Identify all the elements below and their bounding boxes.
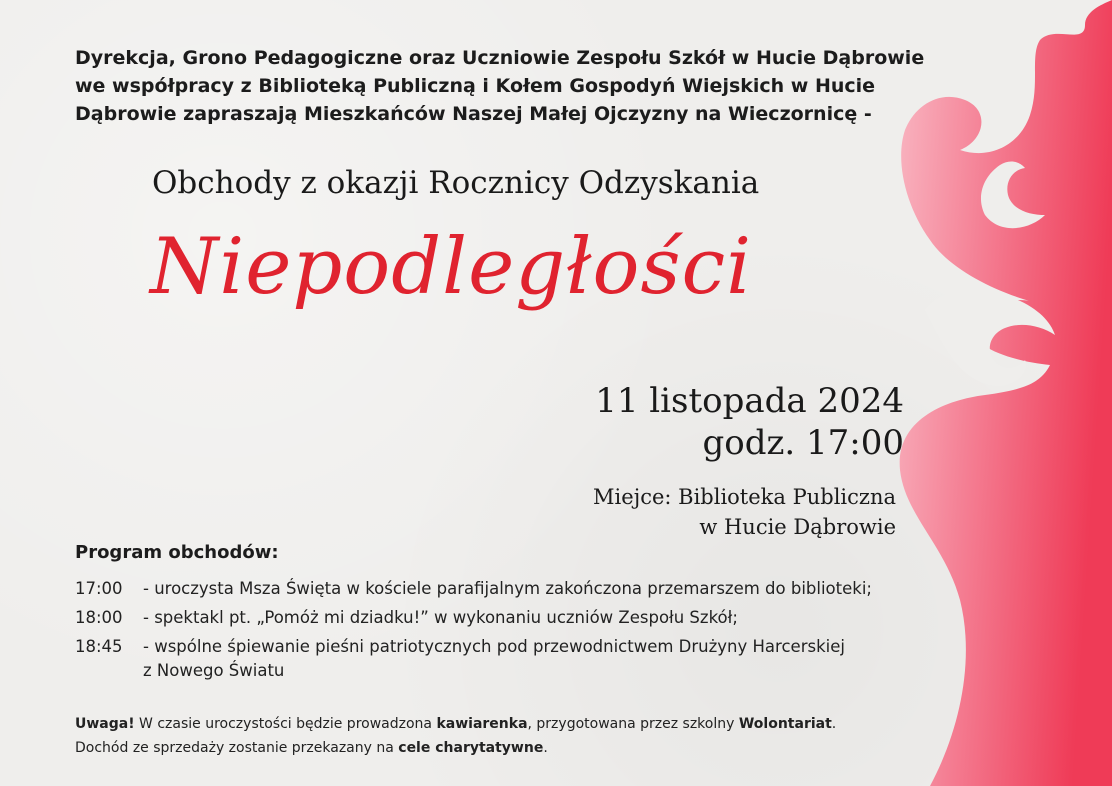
program-heading: Program obchodów: [75, 542, 279, 563]
note-warning: Uwaga! [75, 716, 135, 732]
note-line [75, 712, 955, 736]
program-text: - uroczysta Msza Święta w kościele parafijalnym zakończona przemarszem do biblioteki; [143, 579, 872, 598]
program-item [75, 574, 955, 603]
intro-line: we współpracy z Biblioteką Publiczną i Kołem Gospodyń Wiejskich w Hucie [75, 75, 876, 97]
program-time: 18:45 [75, 637, 123, 656]
event-subtitle: Obchody z okazji Rocznicy Odzyskania [152, 165, 760, 201]
event-title: Niepodległości [150, 222, 753, 312]
event-time: godz. 17:00 [702, 423, 904, 463]
note-text: . [831, 716, 837, 732]
program-text: - spektakl pt. „Pomóż mi dziadku!” w wykonaniu uczniów Zespołu Szkół; [143, 608, 738, 627]
note-text: , przygotowana przez szkolny [527, 716, 739, 732]
program-list [75, 574, 955, 684]
program-item [75, 632, 955, 661]
program-time: 17:00 [75, 579, 123, 598]
intro-text [75, 44, 975, 128]
place-line: w Hucie Dąbrowie [699, 515, 896, 539]
event-datetime [595, 380, 904, 464]
note-volunteer: Wolontariat [738, 716, 832, 732]
event-place [593, 482, 896, 542]
program-item [75, 603, 955, 632]
event-date: 11 listopada 2024 [595, 381, 904, 421]
note-text: W czasie uroczystości będzie prowadzona [134, 716, 437, 732]
note-text: Dochód ze sprzedaży zostanie przekazany na [75, 740, 399, 756]
note-cafe: kawiarenka [436, 716, 528, 732]
note-text: . [543, 740, 548, 756]
program-continuation: z Nowego Światu [143, 661, 285, 680]
program-time: 18:00 [75, 608, 123, 627]
note [75, 712, 955, 760]
program-text: - wspólne śpiewanie pieśni patriotycznych pod przewodnictwem Drużyny Harcerskiej [143, 637, 845, 656]
intro-line: Dyrekcja, Grono Pedagogiczne oraz Uczniowie Zespołu Szkół w Hucie Dąbrowie [75, 47, 925, 69]
note-line [75, 736, 955, 760]
intro-line: Dąbrowie zapraszają Mieszkańców Naszej Małej Ojczyzny na Wieczornicę - [75, 103, 872, 125]
place-line: Miejce: Biblioteka Publiczna [593, 485, 896, 509]
note-charity: cele charytatywne [398, 740, 544, 756]
